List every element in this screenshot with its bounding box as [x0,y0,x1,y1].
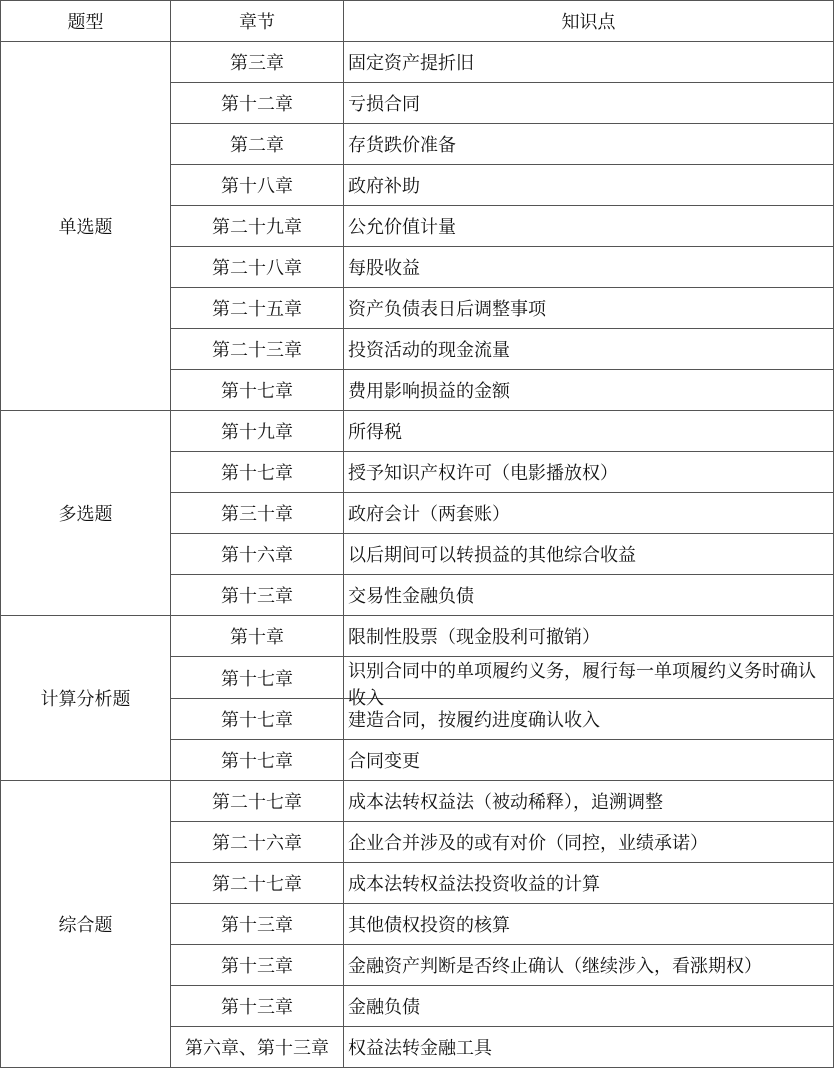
chapter-cell: 第十七章 [171,370,344,411]
chapter-cell: 第十七章 [171,740,344,781]
chapter-cell: 第二十八章 [171,247,344,288]
table-row [1,781,834,822]
knowledge-point-cell: 政府补助 [344,165,834,206]
chapter-cell: 第二十七章 [171,863,344,904]
knowledge-point-cell: 固定资产提折旧 [344,42,834,83]
question-type-cell: 多选题 [1,411,171,616]
knowledge-point-cell: 金融负债 [344,986,834,1027]
knowledge-point-cell: 交易性金融负债 [344,575,834,616]
header-row [1,1,834,42]
chapter-cell: 第三十章 [171,493,344,534]
chapter-cell: 第二十六章 [171,822,344,863]
chapter-cell: 第十三章 [171,575,344,616]
chapter-cell: 第三章 [171,42,344,83]
knowledge-point-cell: 资产负债表日后调整事项 [344,288,834,329]
knowledge-point-cell: 成本法转权益法投资收益的计算 [344,863,834,904]
knowledge-point-cell: 企业合并涉及的或有对价（同控，业绩承诺） [344,822,834,863]
knowledge-point-cell: 其他债权投资的核算 [344,904,834,945]
chapter-cell: 第十三章 [171,904,344,945]
knowledge-point-text: 识别合同中的单项履约义务，履行每一单项履约义务时确认收入 [348,661,816,709]
question-type-cell: 综合题 [1,781,171,1068]
chapter-cell: 第二十七章 [171,781,344,822]
question-type-cell: 计算分析题 [1,616,171,781]
knowledge-point-cell: 投资活动的现金流量 [344,329,834,370]
chapter-cell: 第十六章 [171,534,344,575]
knowledge-point-cell: 限制性股票（现金股利可撤销） [344,616,834,657]
table-row [1,42,834,83]
knowledge-point-cell: 权益法转金融工具 [344,1027,834,1068]
knowledge-point-cell: 政府会计（两套账） [344,493,834,534]
chapter-cell: 第十七章 [171,657,344,699]
chapter-cell: 第二十三章 [171,329,344,370]
chapter-cell: 第十三章 [171,945,344,986]
chapter-cell: 第十章 [171,616,344,657]
chapter-cell: 第十八章 [171,165,344,206]
knowledge-point-cell: 成本法转权益法（被动稀释），追溯调整 [344,781,834,822]
chapter-cell: 第二十九章 [171,206,344,247]
knowledge-point-cell: 金融资产判断是否终止确认（继续涉入，看涨期权） [344,945,834,986]
knowledge-point-cell: 建造合同，按履约进度确认收入 [344,699,834,740]
table-row [1,616,834,657]
table-row [1,411,834,452]
chapter-cell: 第十二章 [171,83,344,124]
header-point: 知识点 [344,1,834,42]
knowledge-point-cell: 公允价值计量 [344,206,834,247]
chapter-cell: 第十九章 [171,411,344,452]
header-type: 题型 [1,1,171,42]
chapter-cell: 第六章、第十三章 [171,1027,344,1068]
knowledge-point-cell: 费用影响损益的金额 [344,370,834,411]
knowledge-point-cell: 存货跌价准备 [344,124,834,165]
knowledge-point-cell: 亏损合同 [344,83,834,124]
chapter-cell: 第十七章 [171,452,344,493]
chapter-cell: 第二章 [171,124,344,165]
chapter-cell: 第十七章 [171,699,344,740]
chapter-cell: 第十三章 [171,986,344,1027]
question-type-cell: 单选题 [1,42,171,411]
chapter-cell: 第二十五章 [171,288,344,329]
knowledge-point-cell: 授予知识产权许可（电影播放权） [344,452,834,493]
knowledge-point-cell: 所得税 [344,411,834,452]
knowledge-point-cell: 合同变更 [344,740,834,781]
knowledge-point-cell [344,657,834,709]
knowledge-point-cell: 每股收益 [344,247,834,288]
knowledge-point-cell: 以后期间可以转损益的其他综合收益 [344,534,834,575]
header-chapter: 章节 [171,1,344,42]
